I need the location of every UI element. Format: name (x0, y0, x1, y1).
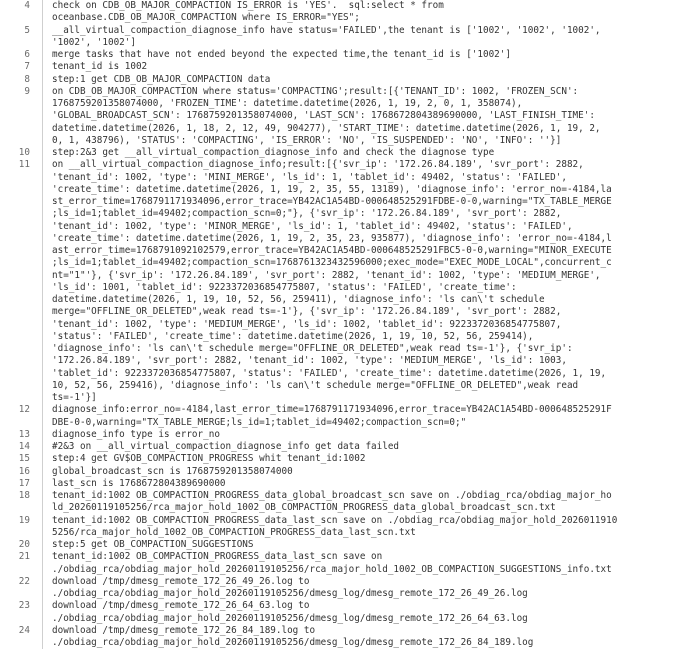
log-line-text: diagnose_info:error_no=-4184,last_error_time=1768791171934096,error_trace=YB42AC1A54BD-000648525291F (52, 404, 612, 416)
line-number: 6 (24, 49, 30, 60)
log-line-text: on __all_virtual_compaction_diagnose_info;result:[{'svr_ip': '172.26.84.189', 'svr_port': 2882, (52, 159, 584, 171)
line-number: 17 (18, 477, 30, 489)
log-line-text: tenant_id:1002 OB_COMPACTION_PROGRESS_data_last_scn save on (52, 551, 383, 563)
log-line-text: 'create_time': datetime.datetime(2026, 1, 19, 2, 35, 55, 13189), 'diagnose_info': 'error_no=-4184,la (52, 183, 612, 195)
line-number: 15 (18, 453, 30, 465)
gutter-divider (42, 429, 43, 441)
gutter-divider (42, 123, 43, 135)
log-line-text: ast_error_time=1768791092102579,error_trace=YB42AC1A54BD-000648525291FBC5-0-0,warning="MINOR_EXECUTE (52, 245, 612, 256)
log-line (0, 135, 690, 147)
log-line-text: tenant_id is 1002 (52, 61, 148, 73)
line-number: 7 (24, 61, 30, 73)
line-number: 21 (18, 551, 30, 563)
log-line (0, 196, 690, 208)
line-number: 9 (24, 85, 30, 97)
log-line-text: 0, 1, 438796), 'STATUS': 'COMPACTING', 'IS_ERROR': 'NO', 'IS_SUSPENDED': 'NO', 'INFO': ''}] (52, 134, 562, 146)
log-line (0, 564, 690, 576)
gutter-divider (42, 0, 43, 12)
gutter-divider (42, 147, 43, 159)
log-line-text: 'tenant_id': 1002, 'type': 'MEDIUM_MERGE', 'ls_id': 1002, 'tablet_id': 9223372036854775807, (52, 318, 562, 330)
log-line-text: DBE-0-0,warning="TX_TABLE_MERGE;ls_id=1;tablet_id=49402;compaction_scn=0;" (52, 416, 467, 428)
log-line (0, 98, 690, 110)
line-number: 10 (18, 147, 30, 158)
log-line (0, 392, 690, 404)
log-line-text: nt="1"'}, {'svr_ip': '172.26.84.189', 'svr_port': 2882, 'tenant_id': 1002, 'type': 'MEDIUM_MERGE', (52, 269, 601, 281)
gutter-divider (42, 49, 43, 61)
gutter-divider (42, 282, 43, 294)
log-line (0, 539, 690, 551)
log-line (0, 478, 690, 490)
log-line-text: __all_virtual_compaction_diagnose_info have status='FAILED',the tenant is ['1002', '1002', '1002', (52, 24, 601, 36)
log-line-text: ld_20260119105256/rca_major_hold_1002_OB_COMPACTION_PROGRESS_data_global_broadcast_scn.txt (52, 502, 556, 514)
log-line-text: datetime.datetime(2026, 1, 19, 10, 52, 56, 259411), 'diagnose_info': 'ls can\'t schedule (52, 294, 545, 305)
log-line-text: diagnose_info type is error_no (52, 428, 220, 440)
gutter-divider (42, 294, 43, 306)
log-line-text: download /tmp/dmesg_remote_172_26_84_189.log to (52, 624, 316, 636)
log-line-text: 5256/rca_major_hold_1002_OB_COMPACTION_PROGRESS_data_last_scn.txt (52, 526, 416, 538)
gutter-divider (42, 466, 43, 478)
log-line-text: tenant_id:1002 OB_COMPACTION_PROGRESS_data_global_broadcast_scn save on ./obdiag_rca/obdiag_major_ho (52, 490, 612, 501)
log-line (0, 625, 690, 637)
line-number: 16 (18, 465, 30, 477)
log-line (0, 319, 690, 331)
gutter-divider (42, 515, 43, 527)
gutter-divider (42, 600, 43, 612)
log-line (0, 257, 690, 269)
line-number: 14 (18, 441, 30, 452)
log-line (0, 172, 690, 184)
gutter-divider (42, 453, 43, 465)
line-number: 5 (24, 24, 30, 36)
log-line (0, 551, 690, 563)
line-number: 18 (18, 490, 30, 501)
log-line-text: download /tmp/dmesg_remote_172_26_64_63.log to (52, 600, 310, 612)
log-line (0, 515, 690, 527)
gutter-divider (42, 588, 43, 600)
log-line (0, 355, 690, 367)
log-line-text: step:4 get GV$OB_COMPACTION_PROGRESS whit tenant_id:1002 (52, 453, 366, 465)
gutter-divider (42, 61, 43, 73)
gutter-divider (42, 343, 43, 355)
line-number: 13 (18, 428, 30, 440)
gutter-divider (42, 257, 43, 269)
log-line-text: global_broadcast_scn is 1768759201358074000 (52, 465, 293, 477)
log-line (0, 466, 690, 478)
log-line (0, 25, 690, 37)
gutter-divider (42, 539, 43, 551)
gutter-divider (42, 331, 43, 343)
gutter-divider (42, 319, 43, 331)
log-line (0, 343, 690, 355)
log-line (0, 49, 690, 61)
gutter-divider (42, 417, 43, 429)
log-line-text: 10, 52, 56, 259416), 'diagnose_info': 'ls can\'t schedule merge="OFFLINE_OR_DELETED",weak read (52, 379, 579, 391)
log-line-text: on CDB_OB_MAJOR_COMPACTION where status='COMPACTING';result:[{'TENANT_ID': 1002, 'FROZEN_SCN': (52, 85, 579, 97)
log-line (0, 613, 690, 625)
log-line-text: 'tenant_id': 1002, 'type': 'MINOR_MERGE', 'ls_id': 1, 'tablet_id': 49402, 'status': 'FAILED', (52, 220, 573, 232)
gutter-divider (42, 576, 43, 588)
gutter-divider (42, 355, 43, 367)
log-line (0, 282, 690, 294)
gutter-divider (42, 208, 43, 220)
log-line-text: step:2&3 get __all_virtual_compaction_diagnose_info and check the diagnose type (52, 147, 495, 158)
log-line (0, 453, 690, 465)
gutter-divider (42, 392, 43, 404)
gutter-divider (42, 74, 43, 86)
log-line (0, 86, 690, 98)
gutter-divider (42, 245, 43, 257)
log-line (0, 576, 690, 588)
gutter-divider (42, 490, 43, 502)
log-line-text: step:5 get OB_COMPACTION_SUGGESTIONS (52, 539, 254, 550)
log-line (0, 441, 690, 453)
log-line (0, 380, 690, 392)
log-line (0, 490, 690, 502)
log-line (0, 502, 690, 514)
log-line (0, 527, 690, 539)
log-line (0, 221, 690, 233)
line-number: 23 (18, 600, 30, 612)
gutter-divider (42, 502, 43, 514)
log-line (0, 306, 690, 318)
log-line (0, 184, 690, 196)
gutter-divider (42, 625, 43, 637)
log-line-text: last_scn is 1768672804389690000 (52, 477, 226, 489)
log-line (0, 233, 690, 245)
line-number: 8 (24, 73, 30, 85)
line-number: 11 (18, 159, 30, 171)
log-line (0, 159, 690, 171)
log-line (0, 331, 690, 343)
log-line (0, 110, 690, 122)
gutter-divider (42, 37, 43, 49)
log-line-text: st_error_time=1768791171934096,error_trace=YB42AC1A54BD-000648525291FDBE-0-0,warning="TX_TABLE_MERGE (52, 196, 612, 207)
gutter-divider (42, 527, 43, 539)
line-number: 19 (18, 514, 30, 526)
log-line (0, 208, 690, 220)
log-line-text: ./obdiag_rca/obdiag_major_hold_20260119105256/dmesg_log/dmesg_remote_172_26_84_189.log (52, 637, 534, 648)
log-line (0, 294, 690, 306)
log-line-text: 'ls_id': 1001, 'tablet_id': 9223372036854775807, 'status': 'FAILED', 'create_time': (52, 281, 517, 293)
log-line-text: ./obdiag_rca/obdiag_major_hold_20260119105256/dmesg_log/dmesg_remote_172_26_49_26.log (52, 588, 528, 599)
gutter-divider (42, 441, 43, 453)
gutter-divider (42, 306, 43, 318)
log-line (0, 123, 690, 135)
gutter-divider (42, 12, 43, 24)
log-line (0, 245, 690, 257)
gutter-divider (42, 184, 43, 196)
log-line-text: ts=-1'}] (52, 392, 97, 403)
log-line-text: ;ls_id=1;tablet_id=49402;compaction_scn=1768761323432596000;exec_mode="EXEC_MODE_LOCAL",concurrent_c (52, 257, 612, 269)
log-line-text: merge="OFFLINE_OR_DELETED",weak read ts=-1'}, {'svr_ip': '172.26.84.189', 'svr_port': 2882, (52, 306, 562, 318)
log-line (0, 637, 690, 649)
gutter-divider (42, 135, 43, 147)
log-line (0, 588, 690, 600)
log-line-text: tenant_id:1002 OB_COMPACTION_PROGRESS_data_last_scn save on ./obdiag_rca/obdiag_major_hold_2026011910 (52, 514, 618, 526)
gutter-divider (42, 25, 43, 37)
gutter-divider (42, 172, 43, 184)
gutter-divider (42, 86, 43, 98)
log-line (0, 368, 690, 380)
line-number: 12 (18, 404, 30, 416)
gutter-divider (42, 233, 43, 245)
gutter-divider (42, 110, 43, 122)
log-line (0, 147, 690, 159)
log-line-text: check on CDB_OB_MAJOR_COMPACTION IS_ERROR is 'YES'. sql:select * from (52, 0, 444, 11)
gutter-divider (42, 551, 43, 563)
log-line (0, 74, 690, 86)
gutter-divider (42, 564, 43, 576)
log-line-text: step:1 get CDB_OB_MAJOR_COMPACTION data (52, 73, 271, 85)
log-line-text: #2&3 on __all_virtual_compaction_diagnose_info get data failed (52, 441, 400, 452)
gutter-divider (42, 368, 43, 380)
line-number: 24 (18, 624, 30, 636)
log-line-text: 'GLOBAL_BROADCAST_SCN': 1768759201358074000, 'LAST_SCN': 1768672804389690000, 'LAST_FINISH_TIME': (52, 110, 595, 122)
gutter-divider (42, 270, 43, 282)
log-line (0, 417, 690, 429)
log-line-text: ./obdiag_rca/obdiag_major_hold_20260119105256/dmesg_log/dmesg_remote_172_26_64_63.log (52, 612, 528, 624)
gutter-divider (42, 404, 43, 416)
log-line (0, 429, 690, 441)
log-line-text: 'status': 'FAILED', 'create_time': datetime.datetime(2026, 1, 19, 10, 52, 56, 259414), (52, 330, 534, 342)
log-line-text: 1768759201358074000, 'FROZEN_TIME': datetime.datetime(2026, 1, 19, 2, 0, 1, 358074), (52, 98, 523, 109)
log-line-text: 'create_time': datetime.datetime(2026, 1, 19, 2, 35, 23, 935877), 'diagnose_info': 'error_no=-4184,l (52, 232, 612, 244)
line-number: 20 (18, 539, 30, 550)
gutter-divider (42, 196, 43, 208)
log-line (0, 61, 690, 73)
log-line-text: '1002', '1002'] (52, 36, 136, 48)
log-line (0, 600, 690, 612)
log-line-text: ;ls_id=1;tablet_id=49402;compaction_scn=0;"}, {'svr_ip': '172.26.84.189', 'svr_port': 2882, (52, 208, 562, 220)
gutter-divider (42, 380, 43, 392)
gutter-divider (42, 637, 43, 649)
gutter-divider (42, 98, 43, 110)
log-line-text: 'tablet_id': 9223372036854775807, 'status': 'FAILED', 'create_time': datetime.datetime(2026, 1, 19, (52, 367, 607, 379)
gutter-divider (42, 221, 43, 233)
log-line-text: download /tmp/dmesg_remote_172_26_49_26.log to (52, 575, 310, 587)
log-line (0, 270, 690, 282)
log-line-text: '172.26.84.189', 'svr_port': 2882, 'tenant_id': 1002, 'type': 'MEDIUM_MERGE', 'ls_id': 1003, (52, 355, 567, 367)
log-line-text: oceanbase.CDB_OB_MAJOR_COMPACTION where IS_ERROR="YES"; (52, 12, 360, 24)
log-line (0, 12, 690, 24)
log-line-text: merge tasks that have not ended beyond the expected time,the tenant_id is ['1002'] (52, 49, 511, 60)
log-line-text: ./obdiag_rca/obdiag_major_hold_20260119105256/rca_major_hold_1002_OB_COMPACTION_SUGGESTIONS_info.txt (52, 563, 612, 575)
log-line-text: 'tenant_id': 1002, 'type': 'MINI_MERGE', 'ls_id': 1, 'tablet_id': 49402, 'status': 'FAILED', (52, 171, 567, 183)
line-number: 22 (18, 575, 30, 587)
log-line (0, 404, 690, 416)
log-line (0, 0, 690, 12)
gutter-divider (42, 613, 43, 625)
log-line-text: datetime.datetime(2026, 1, 18, 2, 12, 49, 904277), 'START_TIME': datetime.datetime(2026, 1, 19, 2, (52, 122, 601, 134)
gutter-divider (42, 159, 43, 171)
log-line-text: 'diagnose_info': 'ls can\'t schedule merge="OFFLINE_OR_DELETED",weak read ts=-1'}, {'svr_ip': (52, 343, 573, 354)
gutter-divider (42, 478, 43, 490)
line-number: 4 (24, 0, 30, 11)
log-line (0, 37, 690, 49)
